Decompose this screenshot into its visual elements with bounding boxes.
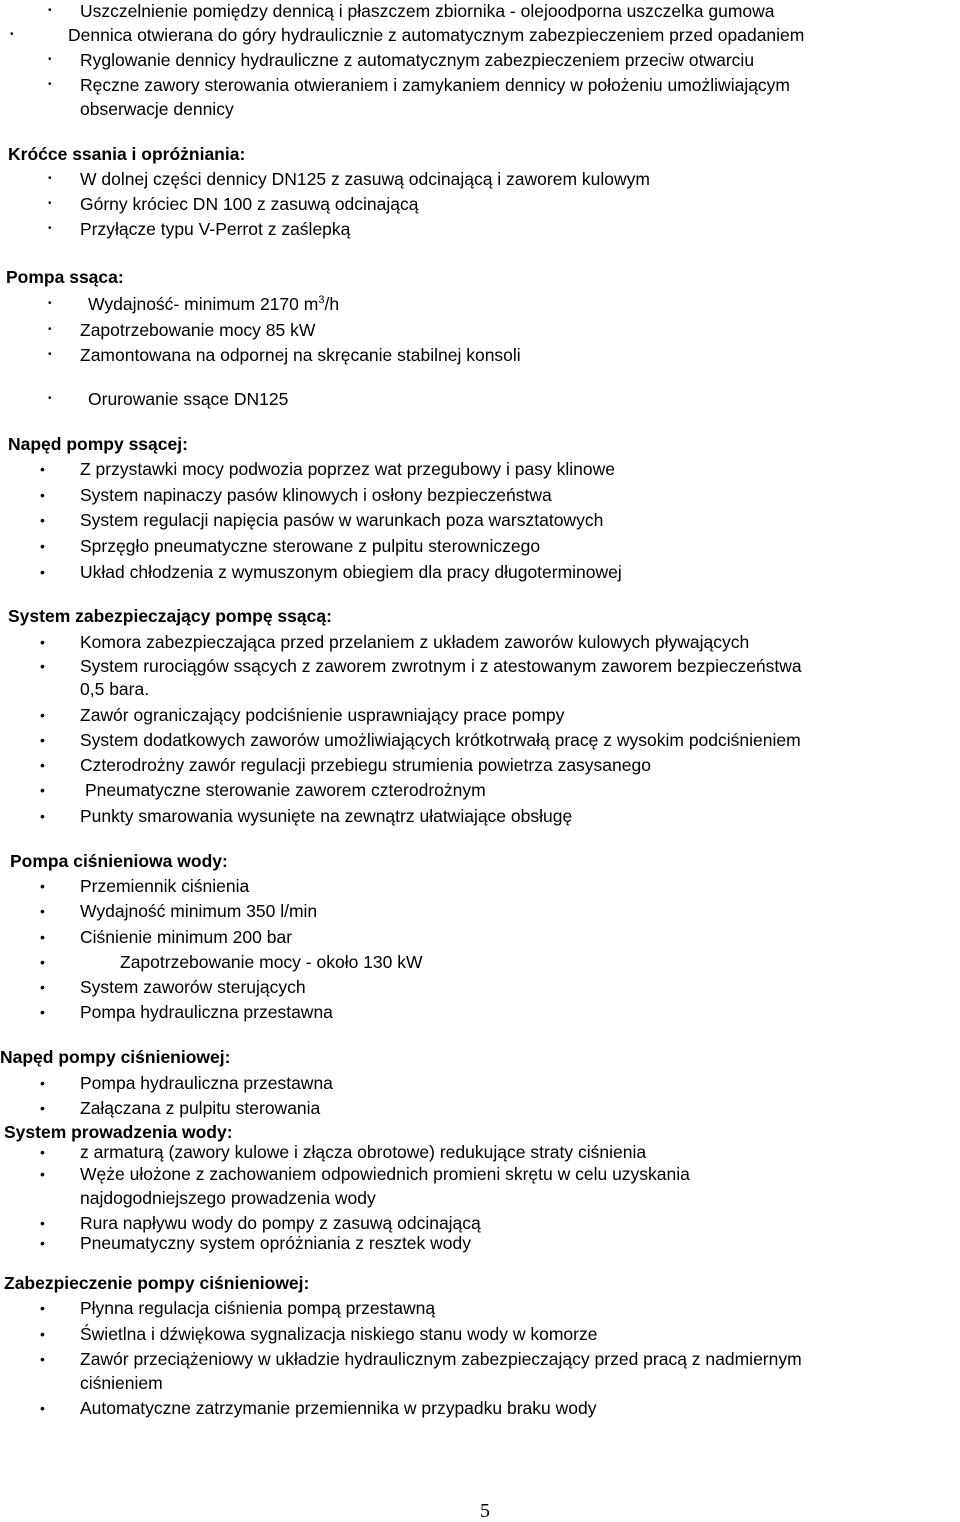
bullet: •	[40, 1235, 45, 1251]
section-heading: System prowadzenia wody:	[4, 1122, 233, 1142]
superscript: 3	[318, 294, 325, 307]
list-item: System zaworów sterujących	[80, 977, 306, 997]
list-item: Automatyczne zatrzymanie przemiennika w przypadku braku wody	[80, 1398, 597, 1418]
list-item: Zawór przeciążeniowy w układzie hydraulicznym zabezpieczający przed pracą z nadmiernym	[80, 1349, 802, 1369]
list-item: System napinaczy pasów klinowych i osłony bezpieczeństwa	[80, 485, 552, 505]
list-item: Układ chłodzenia z wymuszonym obiegiem dla pracy długoterminowej	[80, 562, 622, 582]
list-item: Węże ułożone z zachowaniem odpowiednich promieni skrętu w celu uzyskania	[80, 1164, 690, 1184]
list-item: Uszczelnienie pomiędzy dennicą i płaszczem zbiornika - olejoodporna uszczelka gumowa	[80, 1, 775, 21]
bullet: •	[40, 707, 45, 723]
section-heading: Pompa ssąca:	[6, 267, 124, 287]
bullet: •	[48, 198, 52, 209]
list-item: Zapotrzebowanie mocy - około 130 kW	[120, 952, 423, 972]
list-item: Pneumatyczne sterowanie zaworem czterodrożnym	[85, 780, 486, 800]
list-item: Załączana z pulpitu sterowania	[80, 1098, 321, 1118]
bullet: •	[40, 1400, 45, 1416]
list-item: Ciśnienie minimum 200 bar	[80, 927, 293, 947]
bullet: •	[40, 1100, 45, 1116]
list-item: Zapotrzebowanie mocy 85 kW	[80, 320, 316, 340]
bullet: •	[40, 461, 45, 477]
list-item: Dennica otwierana do góry hydraulicznie z automatycznym zabezpieczeniem przed opadaniem	[68, 25, 805, 45]
list-item: Wydajność minimum 350 l/min	[80, 901, 318, 921]
bullet: •	[40, 929, 45, 945]
bullet: •	[40, 564, 45, 580]
list-item: Rura napływu wody do pompy z zasuwą odcinającą	[80, 1213, 481, 1233]
list-item: Górny króciec DN 100 z zasuwą odcinającą	[80, 194, 419, 214]
section-heading: Napęd pompy ssącej:	[8, 434, 188, 454]
list-item: Punkty smarowania wysunięte na zewnątrz ułatwiające obsługę	[80, 806, 573, 826]
bullet: •	[40, 954, 45, 970]
list-item	[88, 293, 339, 315]
bullet: •	[40, 1166, 45, 1182]
list-item: Ryglowanie dennicy hydrauliczne z automatycznym zabezpieczeniem przeciw otwarciu	[80, 50, 755, 70]
list-item: Zamontowana na odpornej na skręcanie stabilnej konsoli	[80, 345, 521, 365]
list-item: System rurociągów ssących z zaworem zwrotnym i z atestowanym zaworem bezpieczeństwa	[80, 656, 802, 676]
bullet: •	[40, 487, 45, 503]
bullet: •	[40, 979, 45, 995]
list-item: Pompa hydrauliczna przestawna	[80, 1073, 333, 1093]
bullet: •	[48, 298, 52, 309]
bullet: •	[40, 808, 45, 824]
list-item: System regulacji napięcia pasów w warunkach poza warsztatowych	[80, 510, 604, 530]
bullet: •	[40, 878, 45, 894]
page-number: 5	[480, 1500, 490, 1522]
capacity-unit: /h	[324, 294, 340, 314]
list-item: Przyłącze typu V-Perrot z zaślepką	[80, 219, 351, 239]
section-heading: Zabezpieczenie pompy ciśnieniowej:	[4, 1273, 310, 1293]
bullet: •	[48, 79, 52, 90]
list-item-continuation: 0,5 bara.	[80, 679, 150, 699]
list-item: W dolnej części dennicy DN125 z zasuwą odcinającą i zaworem kulowym	[80, 169, 650, 189]
bullet: •	[40, 1004, 45, 1020]
bullet: •	[40, 512, 45, 528]
list-item: Sprzęgło pneumatyczne sterowane z pulpitu sterowniczego	[80, 536, 541, 556]
list-item: Płynna regulacja ciśnienia pompą przestawną	[80, 1298, 436, 1318]
bullet: •	[48, 5, 52, 16]
section-heading: Króćce ssania i opróżniania:	[8, 144, 246, 164]
bullet: •	[40, 1326, 45, 1342]
bullet: •	[48, 223, 52, 234]
bullet: •	[40, 634, 45, 650]
bullet: •	[40, 1215, 45, 1231]
bullet: •	[48, 349, 52, 360]
list-item: Świetlna i dźwiękowa sygnalizacja niskiego stanu wody w komorze	[80, 1324, 598, 1344]
capacity-text: Wydajność- minimum 2170 m	[88, 294, 319, 314]
list-item: Komora zabezpieczająca przed przelaniem z układem zaworów kulowych pływających	[80, 632, 750, 652]
list-item: Czterodrożny zawór regulacji przebiegu strumienia powietrza zasysanego	[80, 755, 651, 775]
list-item-continuation: obserwacje dennicy	[80, 99, 234, 119]
bullet: •	[40, 903, 45, 919]
bullet: •	[40, 538, 45, 554]
bullet: •	[40, 1144, 45, 1160]
list-item: Zawór ograniczający podciśnienie usprawniający prace pompy	[80, 705, 565, 725]
list-item: Z przystawki mocy podwozia poprzez wat przegubowy i pasy klinowe	[80, 459, 615, 479]
list-item: System dodatkowych zaworów umożliwiających krótkotrwałą pracę z wysokim podciśnieniem	[80, 730, 801, 750]
list-item: Orurowanie ssące DN125	[88, 389, 289, 409]
list-item: Przemiennik ciśnienia	[80, 876, 250, 896]
section-heading: Napęd pompy ciśnieniowej:	[0, 1047, 231, 1067]
list-item-continuation: najdogodniejszego prowadzenia wody	[80, 1188, 376, 1208]
bullet: •	[40, 1075, 45, 1091]
bullet: •	[40, 1300, 45, 1316]
bullet: •	[40, 757, 45, 773]
bullet: •	[40, 782, 45, 798]
bullet: •	[48, 173, 52, 184]
list-item: z armaturą (zawory kulowe i złącza obrotowe) redukujące straty ciśnienia	[80, 1142, 647, 1162]
bullet: •	[48, 324, 52, 335]
bullet: •	[40, 1351, 45, 1367]
bullet: •	[40, 732, 45, 748]
list-item-continuation: ciśnieniem	[80, 1373, 163, 1393]
list-item: Pompa hydrauliczna przestawna	[80, 1002, 333, 1022]
bullet: •	[48, 393, 52, 404]
bullet: •	[48, 54, 52, 65]
section-heading: Pompa ciśnieniowa wody:	[10, 851, 228, 871]
list-item: Ręczne zawory sterowania otwieraniem i zamykaniem dennicy w położeniu umożliwiającym	[80, 75, 791, 95]
bullet: •	[40, 658, 45, 674]
list-item: Pneumatyczny system opróżniania z resztek wody	[80, 1233, 471, 1253]
bullet: •	[10, 29, 14, 40]
section-heading: System zabezpieczający pompę ssącą:	[8, 606, 332, 626]
